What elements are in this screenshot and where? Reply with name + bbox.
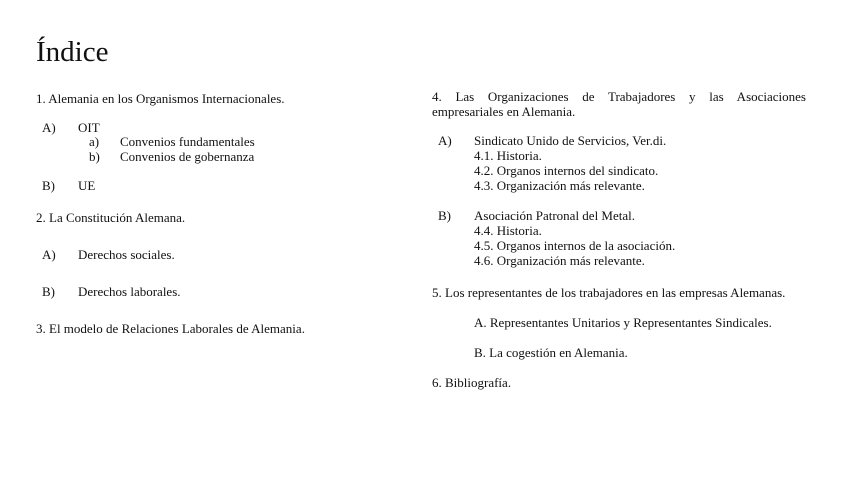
section-4a-item: 4.1. Historia. xyxy=(474,148,542,163)
section-1a-item-label: Convenios fundamentales xyxy=(120,134,255,149)
section-1-heading: 1. Alemania en los Organismos Internacionales. xyxy=(36,91,285,106)
section-4a-label: Sindicato Unido de Servicios, Ver.di. xyxy=(474,133,667,148)
section-4a-item: 4.3. Organización más relevante. xyxy=(474,178,645,193)
section-4b-item: 4.6. Organización más relevante. xyxy=(474,253,645,268)
section-5-heading: 5. Los representantes de los trabajadores en las empresas Alemanas. xyxy=(432,285,786,300)
section-1b-letter: B) xyxy=(42,178,55,193)
section-6-heading: 6. Bibliografía. xyxy=(432,375,512,390)
section-2a-label: Derechos sociales. xyxy=(78,247,175,262)
section-4b-letter: B) xyxy=(438,208,451,223)
section-2-heading: 2. La Constitución Alemana. xyxy=(36,210,186,225)
section-4a-letter: A) xyxy=(438,133,452,148)
section-3-heading: 3. El modelo de Relaciones Laborales de Alemania. xyxy=(36,321,305,336)
page-title: Índice xyxy=(36,36,109,68)
section-2b-letter: B) xyxy=(42,284,55,299)
section-4b-label: Asociación Patronal del Metal. xyxy=(474,208,636,223)
section-4b-item: 4.5. Organos internos de la asociación. xyxy=(474,238,676,253)
section-5-item: A. Representantes Unitarios y Representantes Sindicales. xyxy=(474,315,772,330)
section-1a-label: OIT xyxy=(78,120,100,135)
section-1a-item-letter: a) xyxy=(89,134,100,149)
section-1b-label: UE xyxy=(78,178,96,193)
section-4b-item: 4.4. Historia. xyxy=(474,223,542,238)
section-2a-letter: A) xyxy=(42,247,56,262)
section-1a-item-label: Convenios de gobernanza xyxy=(120,149,255,164)
section-1a-item-letter: b) xyxy=(89,149,100,164)
section-1a-letter: A) xyxy=(42,120,56,135)
section-5-item: B. La cogestión en Alemania. xyxy=(474,345,628,360)
section-2b-label: Derechos laborales. xyxy=(78,284,181,299)
section-4-heading: 4. Las Organizaciones de Trabajadores y las Asociaciones empresariales en Alemania. xyxy=(432,89,806,119)
section-4a-item: 4.2. Organos internos del sindicato. xyxy=(474,163,659,178)
